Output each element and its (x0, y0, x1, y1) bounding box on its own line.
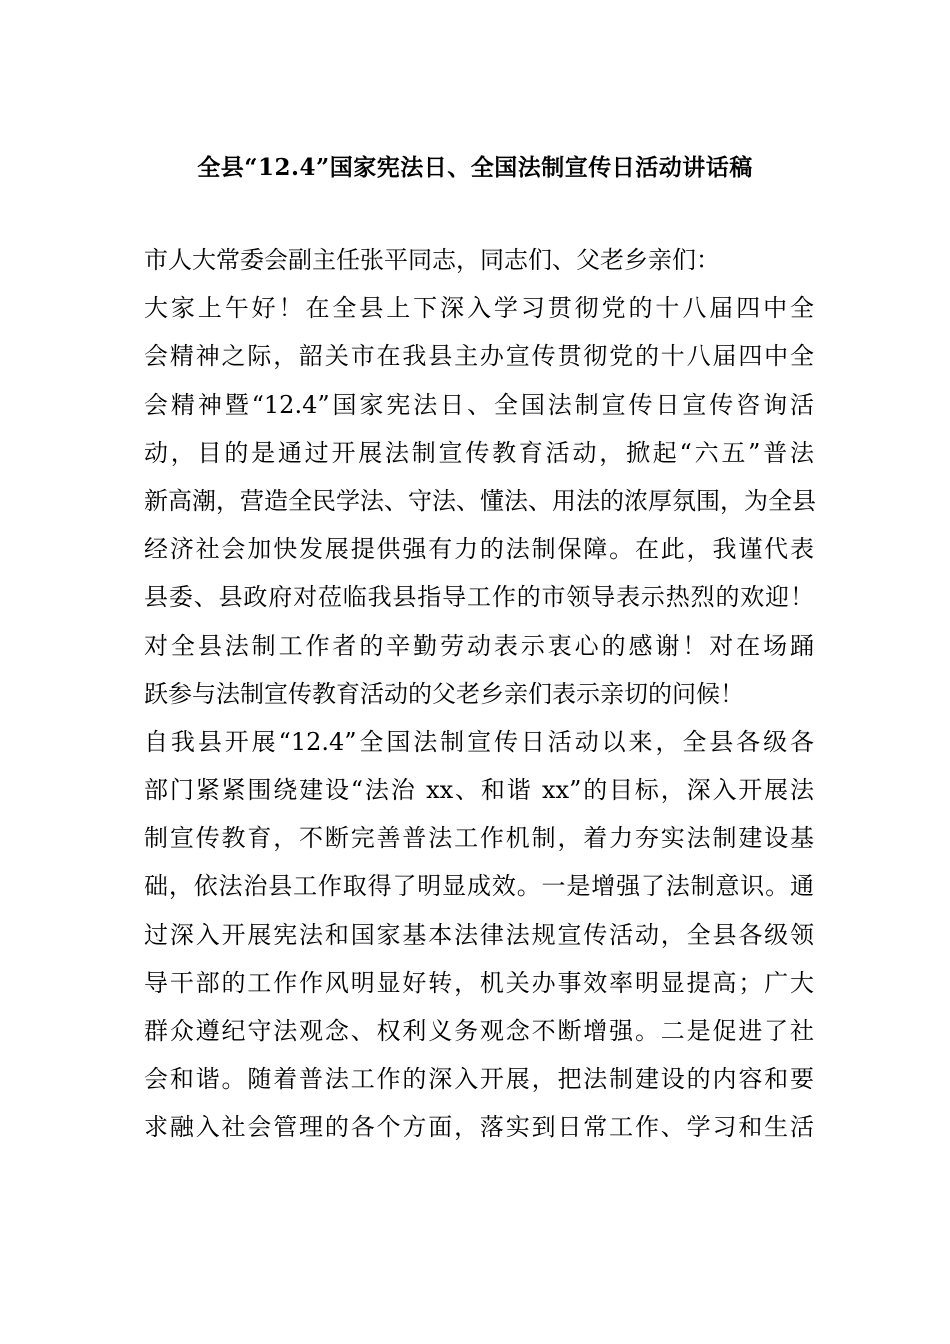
document-body (144, 236, 814, 1152)
text-line: 自我县开展“12.4”全国法制宣传日活动以来，全县各级各 (144, 727, 814, 756)
text-line: 动，目的是通过开展法制宣传教育活动，掀起“六五”普法 (144, 438, 814, 467)
text-line: 市人大常委会副主任张平同志，同志们、父老乡亲们： (144, 246, 720, 274)
text-line: 础，依法治县工作取得了明显成效。一是增强了法制意识。通 (144, 872, 814, 901)
text-line: 会精神之际，韶关市在我县主办宣传贯彻党的十八届四中全 (144, 342, 814, 371)
text-line: 制宣传教育，不断完善普法工作机制，着力夯实法制建设基 (144, 824, 814, 853)
text-line: 经济社会加快发展提供强有力的法制保障。在此，我谨代表 (144, 535, 814, 564)
text-line: 新高潮，营造全民学法、守法、懂法、用法的浓厚氛围，为全县 (144, 486, 816, 515)
text-line: 跃参与法制宣传教育活动的父老乡亲们表示亲切的问候！ (144, 679, 744, 708)
text-line: 会精神暨“12.4”国家宪法日、全国法制宣传日宣传咨询活 (144, 390, 814, 419)
text-line: 会和谐。随着普法工作的深入开展，把法制建设的内容和要 (144, 1065, 814, 1094)
text-line: 导干部的工作作风明显好转，机关办事效率明显提高；广大 (144, 968, 814, 997)
text-line: 对全县法制工作者的辛勤劳动表示衷心的感谢！对在场踊 (144, 631, 814, 660)
document-title: 全县“12.4”国家宪法日、全国法制宣传日活动讲话稿 (197, 154, 753, 181)
text-line: 大家上午好！在全县上下深入学习贯彻党的十八届四中全 (144, 294, 814, 323)
text-line: 县委、县政府对莅临我县指导工作的市领导表示热烈的欢迎！ (144, 583, 814, 612)
text-line: 群众遵纪守法观念、权利义务观念不断增强。二是促进了社 (144, 1017, 814, 1045)
text-line: 过深入开展宪法和国家基本法律法规宣传活动，全县各级领 (144, 920, 814, 949)
text-line: 部门紧紧围绕建设“法治 xx、和谐 xx”的目标，深入开展法 (144, 776, 814, 805)
text-line: 求融入社会管理的各个方面，落实到日常工作、学习和生活 (144, 1113, 814, 1142)
